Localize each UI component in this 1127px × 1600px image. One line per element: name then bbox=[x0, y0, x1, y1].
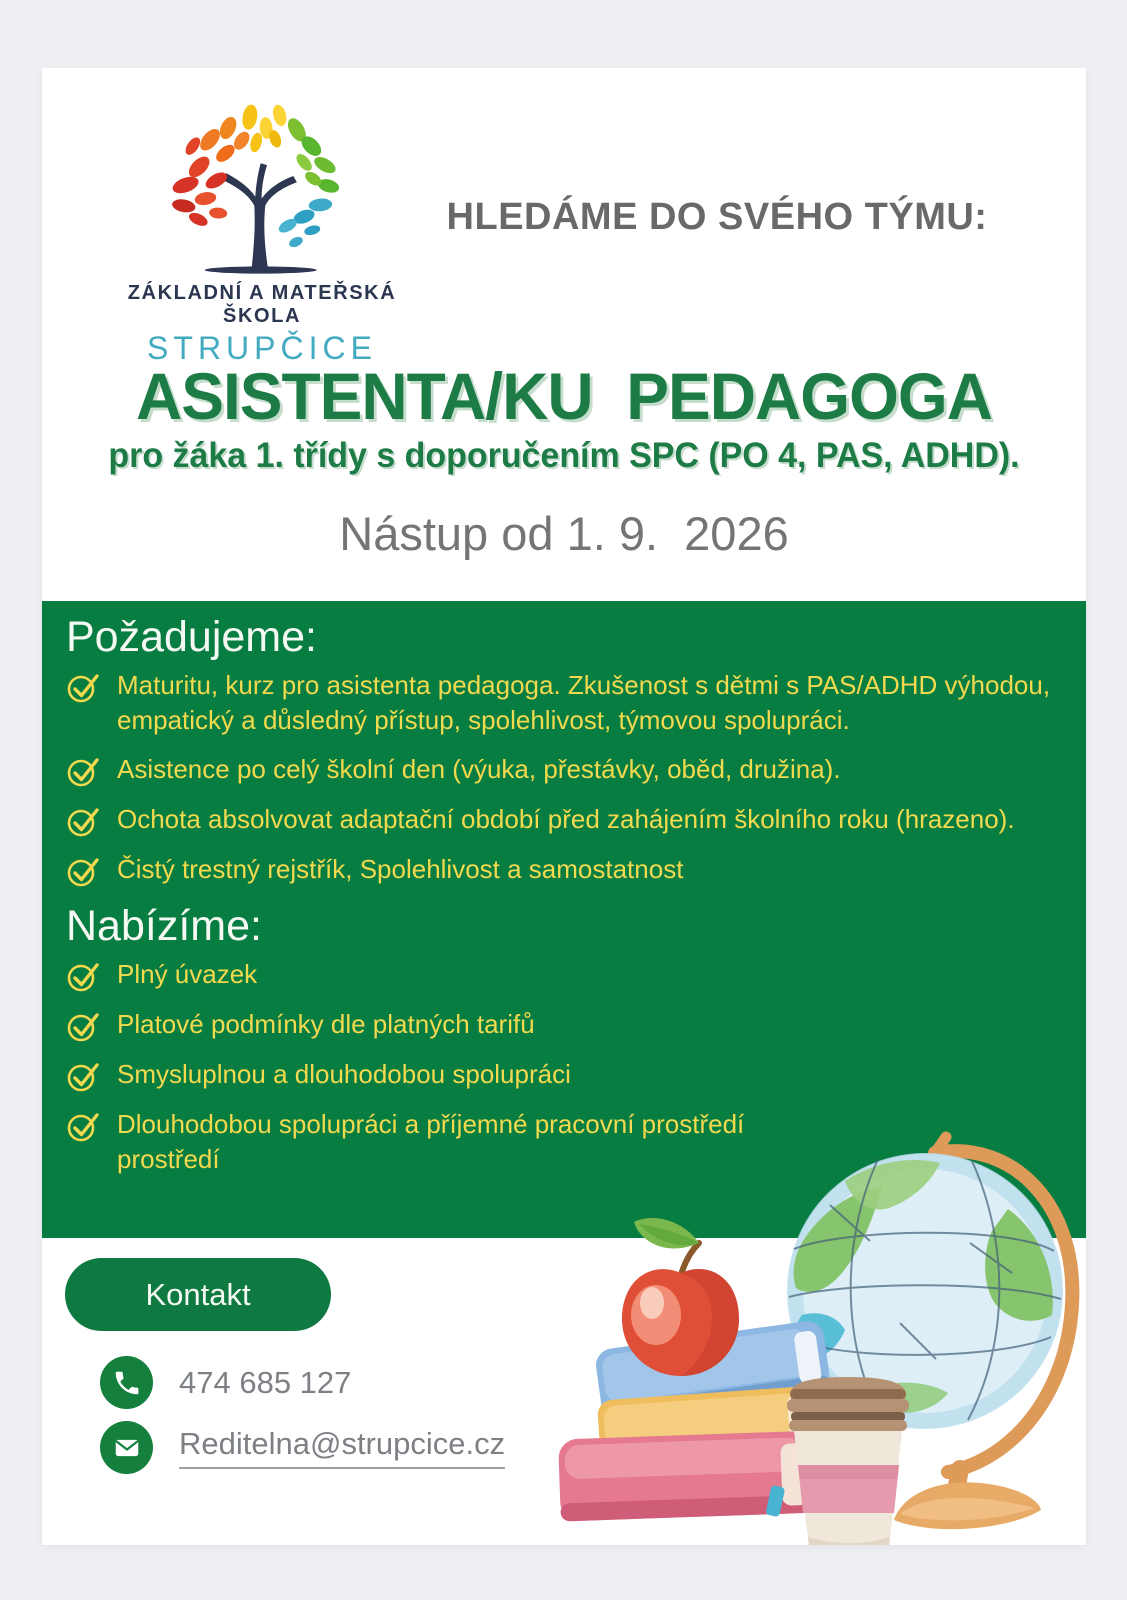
flyer-card bbox=[42, 68, 1086, 1545]
check-circle-icon bbox=[66, 958, 102, 994]
list-item bbox=[66, 802, 1062, 839]
list-item-text: Maturitu, kurz pro asistenta pedagoga. Zkušenost s dětmi s PAS/ADHD výhodou, empatický a důsledný přístup, spolehlivost, týmovou spolupráci. bbox=[117, 670, 1051, 736]
list-item bbox=[66, 852, 1062, 889]
phone-row bbox=[100, 1356, 351, 1409]
list-item bbox=[66, 1007, 1062, 1044]
phone-icon bbox=[100, 1356, 153, 1409]
watercolor-illustration bbox=[540, 1123, 1086, 1545]
list-item-text: Plný úvazek bbox=[117, 958, 258, 989]
list-item-text: Platové podmínky dle platných tarifů bbox=[117, 1008, 535, 1039]
list-item-text: Smysluplnou a dlouhodobou spolupráci bbox=[117, 1058, 571, 1089]
tagline: HLEDÁME DO SVÉHO TÝMU: bbox=[446, 196, 988, 238]
list-item bbox=[66, 1057, 1062, 1094]
check-circle-icon bbox=[66, 669, 102, 705]
check-circle-icon bbox=[66, 1008, 102, 1044]
list-item bbox=[66, 957, 1062, 994]
kontakt-button[interactable]: Kontakt bbox=[65, 1258, 331, 1331]
list-item-text: Ochota absolvovat adaptační období před zahájením školního roku (hrazeno). bbox=[117, 803, 1015, 834]
list-item bbox=[66, 752, 1062, 789]
start-date: Nástup od 1. 9. 2026 bbox=[339, 507, 789, 560]
requirements-list bbox=[66, 668, 1062, 889]
list-item bbox=[66, 668, 1062, 739]
check-circle-icon bbox=[66, 803, 102, 839]
offer-heading: Nabízíme: bbox=[66, 901, 262, 950]
job-title: ASISTENTA/KU PEDAGOGA bbox=[135, 359, 993, 433]
school-name-line1: ZÁKLADNÍ A MATEŘSKÁ ŠKOLA bbox=[127, 282, 397, 327]
requirements-heading: Požadujeme: bbox=[66, 613, 317, 661]
job-subtitle: pro žáka 1. třídy s doporučením SPC (PO 4, PAS, ADHD). bbox=[108, 436, 1020, 475]
school-name-line2: STRUPČICE bbox=[147, 330, 377, 366]
list-item-text: Čistý trestný rejstřík, Spolehlivost a samostatnost bbox=[117, 853, 684, 884]
tree-logo-icon bbox=[145, 90, 380, 280]
check-circle-icon bbox=[66, 1058, 102, 1094]
phone-number[interactable]: 474 685 127 bbox=[179, 1364, 352, 1400]
check-circle-icon bbox=[66, 853, 102, 889]
email-icon bbox=[100, 1421, 153, 1474]
email-row bbox=[100, 1421, 505, 1474]
check-circle-icon bbox=[66, 753, 102, 789]
list-item-text: Dlouhodobou spolupráci a příjemné pracovní prostředí prostředí bbox=[117, 1108, 745, 1175]
list-item-text: Asistence po celý školní den (výuka, přestávky, oběd, družina). bbox=[117, 753, 841, 784]
email-address[interactable]: Reditelna@strupcice.cz bbox=[179, 1426, 505, 1469]
check-circle-icon bbox=[66, 1108, 102, 1144]
